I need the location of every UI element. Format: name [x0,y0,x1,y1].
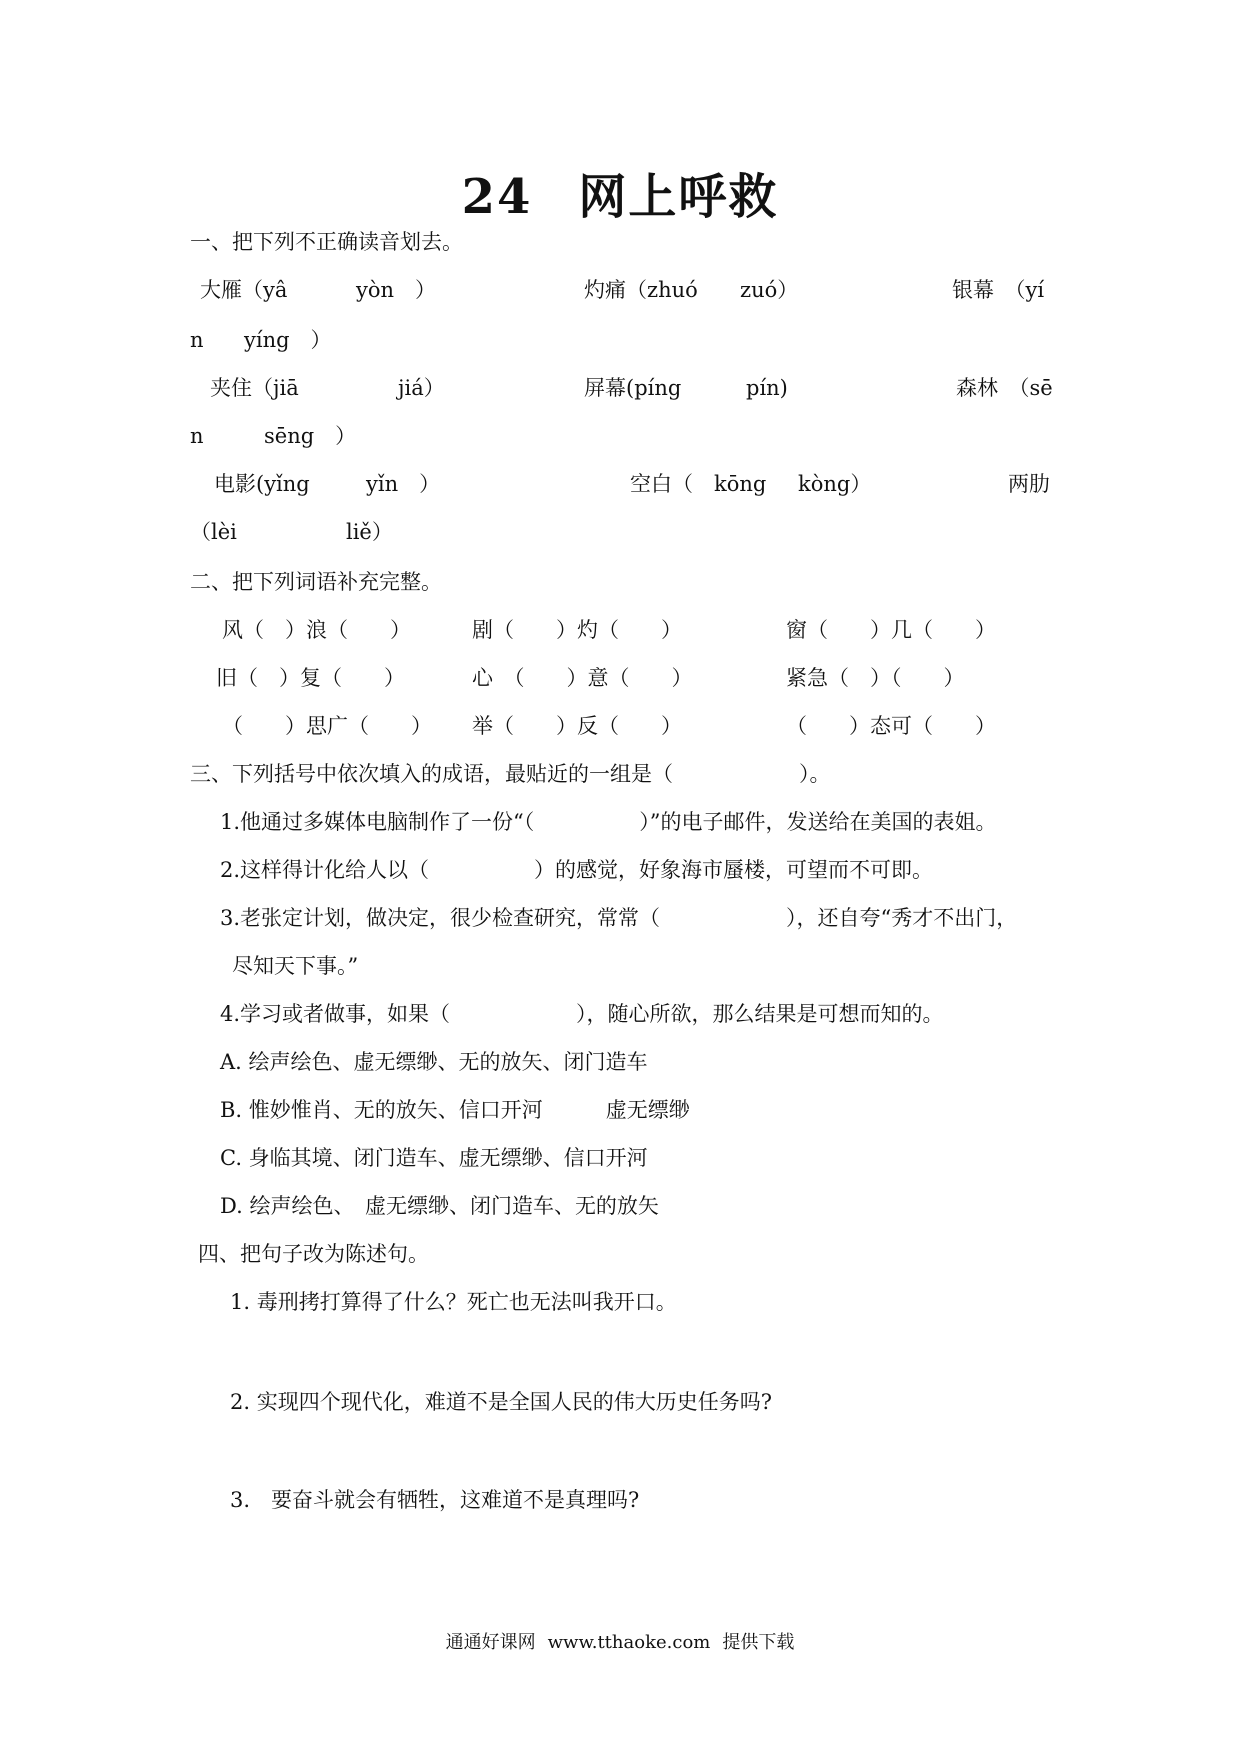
pinyin-item: 银幕 （yí [952,278,1045,302]
page-footer [0,1628,1240,1654]
pinyin-item: zuó） [740,278,799,302]
pinyin-item: 灼痛（zhuó [584,278,698,302]
answer-option: B. 惟妙惟肖、无的放矢、信口开河 虚无缥缈 [220,1098,690,1122]
pinyin-item: 两肋 [1008,472,1050,496]
lesson-number: 24 [461,169,533,225]
fill-blank-item: 心 （ ）意（ ） [472,666,693,690]
pinyin-item: 屏幕(píng [584,376,682,400]
pinyin-item: pín) [746,376,788,400]
footer-url[interactable]: www.tthaoke.com [547,1632,711,1653]
pinyin-item: kòng） [798,472,872,496]
question-item: 尽知天下事。” [232,954,359,978]
fill-blank-item: （ ）思广（ ） [222,714,432,738]
page-title [0,158,1240,227]
question-item: 2.这样得计化给人以（ ）的感觉，好象海市蜃楼，可望而不可即。 [220,858,934,882]
footer-site-name: 通通好课网 [445,1632,536,1653]
section3-heading: 三、下列括号中依次填入的成语，最贴近的一组是（ ）。 [190,762,831,786]
pinyin-item: yòn ） [356,278,437,302]
pinyin-item: jiá） [398,376,445,400]
pinyin-item: 空白（ kōng [630,472,767,496]
pinyin-item: liě） [346,520,393,544]
footer-note: 提供下载 [722,1632,795,1653]
fill-blank-item: 举（ ）反（ ） [472,714,682,738]
fill-blank-item: 风（ ）浪（ ） [222,618,411,642]
pinyin-item: n [190,328,204,352]
pinyin-item: yǐn ） [366,472,441,496]
pinyin-item: n [190,424,204,448]
question-item: 4.学习或者做事，如果（ ），随心所欲，那么结果是可想而知的。 [220,1002,944,1026]
pinyin-item: 森林 （sē [956,376,1053,400]
question-item: 3.老张定计划，做决定，很少检查研究，常常（ ），还自夸“秀才不出门， [220,906,1018,930]
fill-blank-item: 窗（ ）几（ ） [786,618,996,642]
sentence-item: 3. 要奋斗就会有牺牲，这难道不是真理吗? [230,1488,640,1512]
section4-heading: 四、把句子改为陈述句。 [198,1242,429,1266]
sentence-item: 1. 毒刑拷打算得了什么？死亡也无法叫我开口。 [230,1290,677,1314]
fill-blank-item: 旧（ ）复（ ） [216,666,405,690]
answer-option: A. 绘声绘色、虚无缥缈、无的放矢、闭门造车 [220,1050,648,1074]
answer-option: C. 身临其境、闭门造车、虚无缥缈、信口开河 [220,1146,648,1170]
fill-blank-item: 紧急（ ）（ ） [786,666,965,690]
pinyin-item: sēng ） [264,424,357,448]
pinyin-item: 大雁（yâ [200,278,288,302]
pinyin-item: （lèi [190,520,237,544]
question-item: 1.他通过多媒体电脑制作了一份“（ ）”的电子邮件，发送给在美国的表姐。 [220,810,997,834]
section2-heading: 二、把下列词语补充完整。 [190,570,442,594]
fill-blank-item: 剧（ ）灼（ ） [472,618,682,642]
pinyin-item: 夹住（jiā [210,376,299,400]
fill-blank-item: （ ）态可（ ） [786,714,996,738]
sentence-item: 2. 实现四个现代化，难道不是全国人民的伟大历史任务吗? [230,1390,772,1414]
answer-option: D. 绘声绘色、 虚无缥缈、闭门造车、无的放矢 [220,1194,659,1218]
lesson-title: 网上呼救 [578,169,779,225]
section1-heading: 一、把下列不正确读音划去。 [190,230,463,254]
pinyin-item: yíng ） [244,328,332,352]
pinyin-item: 电影(yǐng [214,472,310,496]
